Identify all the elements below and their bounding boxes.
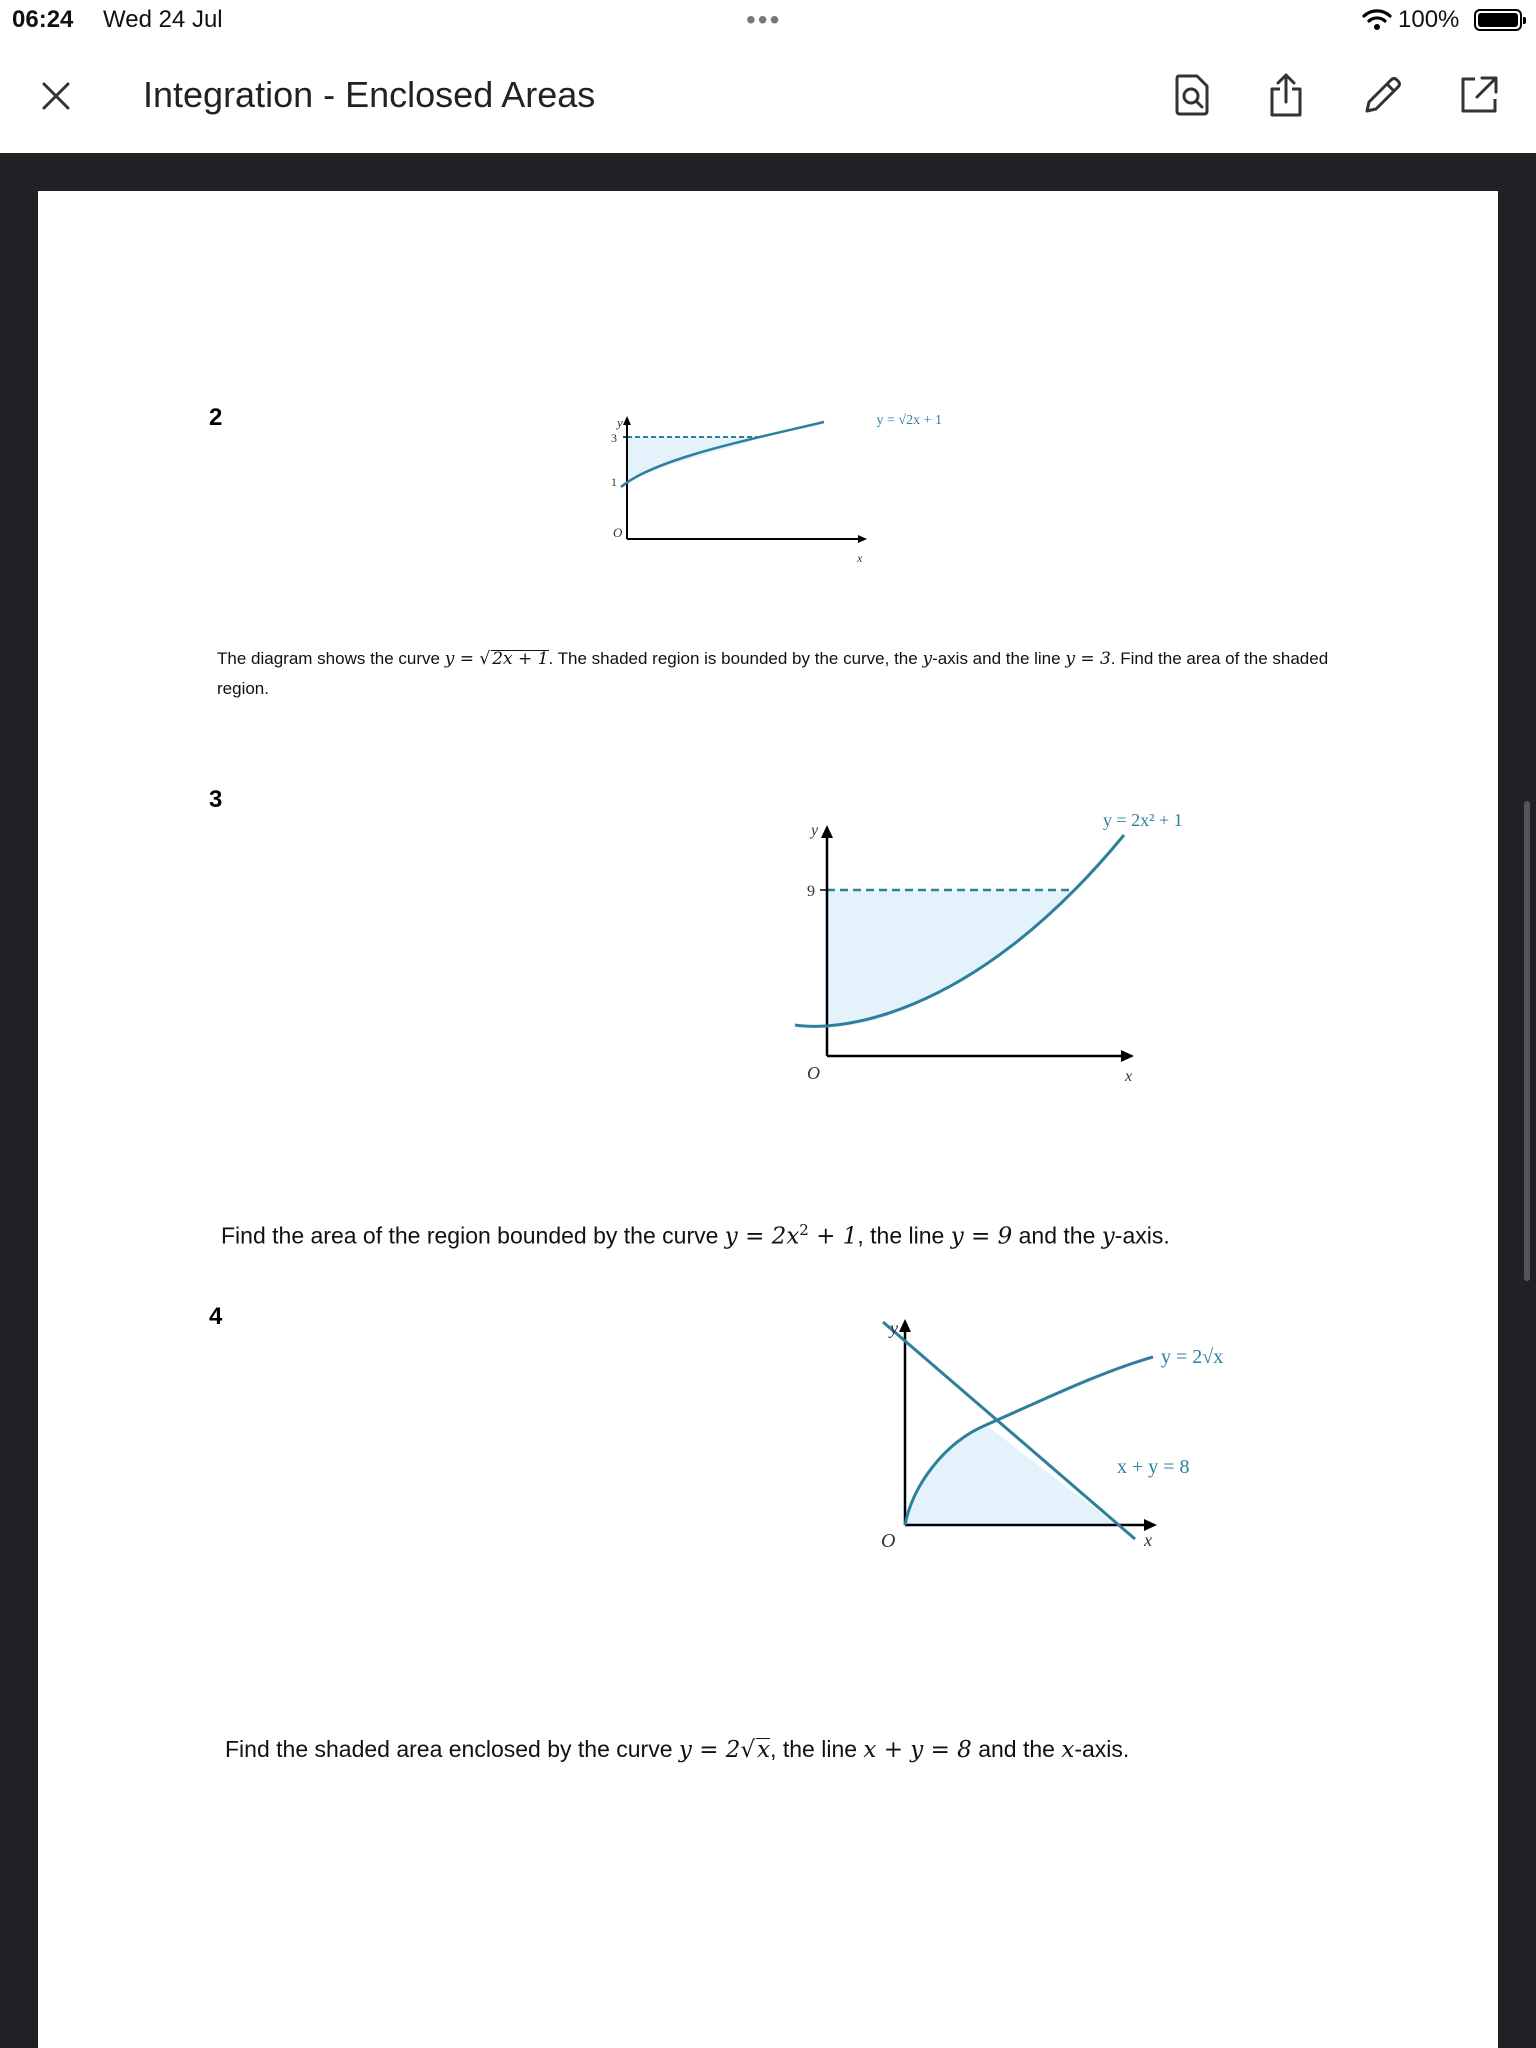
open-external-icon[interactable] [1459,75,1499,115]
math-expression: y = 9 [950,1223,1013,1250]
status-date: Wed 24 Jul [103,6,223,33]
close-icon[interactable] [40,80,72,112]
line-label: x + y = 8 [1117,1456,1190,1478]
graph-q3 [765,801,1375,1121]
status-time: 06:24 [12,6,74,33]
tick-label-1: 1 [611,475,617,489]
open-external-button[interactable] [1454,70,1504,120]
x-axis-label: x [857,551,863,565]
origin-label: O [613,525,623,540]
document-viewer[interactable] [0,153,1536,2048]
share-icon[interactable] [1268,72,1304,118]
origin-label: O [881,1530,896,1552]
curve-label: y = √2x + 1 [876,413,942,428]
origin-label: O [807,1063,820,1083]
shaded-region [827,890,1075,1027]
document-title: Integration - Enclosed Areas [143,74,596,115]
y-axis-label: y [890,1318,898,1338]
math-expression: x + y = 8 [863,1737,972,1763]
question-text: Find the area of the region bounded by the curve $y = 2x^2 + 1$, the line y = 9 and the y-axis. [221,1221,1170,1250]
y-axis-label: y [617,415,623,430]
battery-icon [1474,9,1522,31]
math-sqrt: 2x + 1 [492,649,549,669]
y-axis-arrow [899,1319,911,1332]
find-in-page-button[interactable] [1167,70,1217,120]
question-text: The diagram shows the curve y = √ 2x + 1. The shaded region is bounded by the curve, the y-axis and the line y = 3. Find the area of the shaded region. [217,649,1329,698]
question-number: 2 [209,404,223,431]
math-expression: y = [444,649,480,669]
curve-label: y = 2x² + 1 [1103,810,1183,830]
status-bar [0,0,1536,40]
question-number: 4 [209,1303,223,1330]
battery-percent: 100% [1398,6,1460,33]
scrollbar[interactable] [1524,801,1530,1281]
y-axis-label: y [811,822,819,839]
close-button[interactable] [36,76,76,116]
shaded-region [627,437,763,481]
edit-pencil-icon[interactable] [1362,74,1404,116]
multitasking-dots-icon[interactable]: ••• [746,4,782,35]
edit-button[interactable] [1358,70,1408,120]
share-button[interactable] [1261,70,1311,120]
document-page [38,191,1498,2048]
wifi-icon [1362,7,1392,36]
question-text: Find the shaded area enclosed by the curve y = 2√x, the line x + y = 8 and the x-axis. [225,1736,1130,1763]
document-toolbar [0,40,1536,154]
y-axis-arrow [623,416,631,425]
math-expression: y = 2 [678,1737,741,1763]
x-axis-label: x [1125,1068,1133,1085]
find-in-page-icon[interactable] [1174,74,1210,116]
math-expression: y = 2x [724,1223,800,1250]
x-axis-arrow [858,535,867,543]
shaded-region [905,1425,1116,1525]
question-number: 3 [209,786,223,813]
math-sqrt: x [757,1737,771,1763]
math-expression: y = 3 [1065,649,1111,669]
graph-q2 [595,406,1025,586]
tick-label-3: 3 [611,431,617,445]
y-axis-arrow [821,825,833,838]
x-axis-arrow [1121,1050,1134,1062]
x-axis-label: x [1144,1530,1152,1550]
curve-label: y = 2√x [1161,1346,1224,1368]
graph-q4 [857,1311,1377,1651]
tick-label-9: 9 [807,883,815,900]
